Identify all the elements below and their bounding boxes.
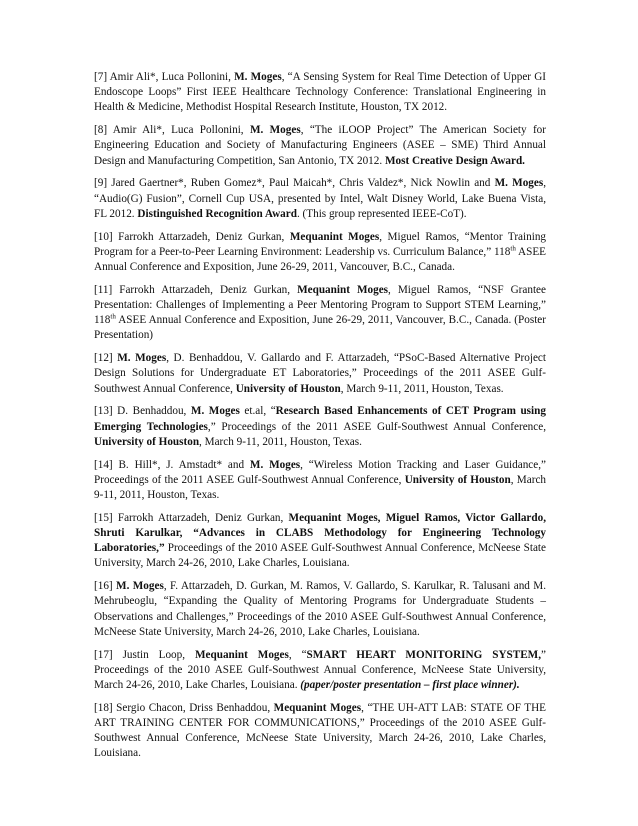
emphasized-text: M. Moges [234,71,282,83]
emphasized-text: Distinguished Recognition Award [137,207,297,220]
reference-13 [94,404,546,450]
reference-text: , Miguel Ramos, “Mentor Training Program for a Peer-to-Peer Learning Environment: Leadership vs. Curriculum Balance,” 118 [94,230,547,258]
reference-text: [17] Justin Loop, [94,648,195,661]
reference-text: Proceedings of the 2010 ASEE Gulf-Southwest Annual Conference, McNeese State University, March 24-26, 2010, Lake Charles, Louisiana. [94,542,546,570]
reference-text: [10] Farrokh Attarzadeh, Deniz Gurkan, [94,230,290,243]
reference-12 [94,351,546,397]
reference-17 [94,648,546,694]
reference-text: [16] [94,580,117,593]
reference-text: [18] Sergio Chacon, Driss Benhaddou, [94,701,274,714]
reference-text: [14] B. Hill*, J. Amstadt* and [94,458,250,471]
reference-text: ,” Proceedings of the 2011 ASEE Gulf-Southwest Annual Conference, [207,420,546,433]
reference-text: [13] D. Benhaddou, [94,405,191,418]
emphasized-text: University of Houston [94,435,200,448]
emphasized-text: , Miguel Ramos, Victor Gallardo, Shruti Karulkar, “Advances in CLABS Methodology for Engineering Technology Laboratories,” [94,511,546,555]
reference-text: ” Proceedings of the 2010 ASEE Gulf-Southwest Annual Conference, McNeese State University, March 24-26, 2010, Lake Charles, Louisiana. [94,648,547,692]
reference-text: ASEE Annual Conference and Exposition, June 26-29, 2011, Vancouver, B.C., Canada. (Poster Presentation) [94,314,546,342]
reference-text: , D. Benhaddou, V. Gallardo and F. Attarzadeh, “PSoC-Based Alternative Project Design Solutions for Undergraduate ET Laboratories,” Proceedings of the 2011 ASEE Gulf-Southwest Annual Conference, [94,352,546,395]
emphasized-text: (paper/poster presentation – first place winner). [300,679,520,692]
emphasized-text: Mequanint Moges [288,511,378,524]
reference-7 [94,70,546,116]
reference-text: ASEE Annual Conference and Exposition, June 26-29, 2011, Vancouver, B.C., Canada. [94,245,546,274]
reference-text: , “THE UH-ATT LAB: STATE OF THE ART TRAINING CENTER FOR COMMUNICATIONS,” Proceedings of the 2010 ASEE Gulf-Southwest Annual Conference, McNeese State University, March 24-26, 2010, Lake Charles, Louisiana. [94,701,546,760]
reference-text: [11] Farrokh Attarzadeh, Deniz Gurkan, [94,283,298,296]
reference-text: , March 9-11, 2011, Houston, Texas. [94,473,547,502]
reference-11 [94,283,546,344]
reference-10 [94,230,546,276]
emphasized-text: University of Houston [404,473,511,486]
reference-text: [15] Farrokh Attarzadeh, Deniz Gurkan, [94,511,289,524]
reference-text: , “A Sensing System for Real Time Detection of Upper GI Endoscope Loops” First IEEE Healthcare Technology Conference: Translational Engineering in Health & Medicine, Methodist Hospital Research Institute, Houston, TX 2012. [94,71,546,114]
reference-text: , March 9-11, 2011, Houston, Texas. [199,435,362,448]
reference-16 [94,579,546,640]
emphasized-text: Mequanint Moges [194,648,289,661]
reference-text: , “Wireless Motion Tracking and Laser Guidance,” Proceedings of the 2011 ASEE Gulf-Southwest Annual Conference, [94,458,546,486]
emphasized-text: University of Houston [235,382,341,395]
emphasized-text: M. Moges [116,580,164,593]
emphasized-text: M. Moges [249,124,301,137]
emphasized-text: M. Moges [249,458,301,471]
reference-text: , March 9-11, 2011, Houston, Texas. [340,382,504,395]
emphasized-text: Mequanint Moges [297,283,389,296]
emphasized-text: SMART HEART MONITORING SYSTEM, [306,648,542,661]
reference-text: , Miguel Ramos, “NSF Grantee Presentation: Challenges of Implementing a Peer Mentoring Program to Support STEM Learning,” 118 [94,283,546,327]
emphasized-text: Mequanint Moges [273,701,362,714]
reference-text: [12] [94,352,118,365]
reference-14 [94,458,546,504]
emphasized-text: Research Based Enhancements of CET Program using Emerging Technologies [94,405,546,433]
reference-9 [94,176,546,222]
reference-text: . (This group represented IEEE-CoT). [296,207,467,220]
reference-18 [94,701,546,762]
ordinal-suffix: th [510,244,516,253]
reference-15 [94,511,546,572]
reference-text: , F. Attarzadeh, D. Gurkan, M. Ramos, V. Gallardo, S. Karulkar, R. Talusani and M. Mehrubeoglu, “Expanding the Quality of Mentoring Programs for Undergraduate Students – Observations and Challenges,” Proceedings of the 2010 ASEE Gulf-Southwest Annual Conference, McNeese State University, March 24-26, 2010, Lake Charles, Louisiana. [94,580,546,638]
emphasized-text: M. Moges [494,177,544,190]
reference-8 [94,123,546,169]
emphasized-text: Most Creative Design Award. [384,154,525,167]
reference-text: , “Audio(G) Fusion”, Cornell Cup USA, presented by Intel, Walt Disney World, Lake Buena Vista, FL 2012. [94,177,546,220]
reference-text: , “ [288,648,307,661]
emphasized-text: M. Moges [117,352,167,365]
reference-text: [8] Amir Ali*, Luca Pollonini, [94,124,250,137]
reference-text: , “The iLOOP Project” The American Society for Engineering Education and Society of Manufacturing Engineers (ASEE – SME) Third Annual Design and Manufacturing Competition, San Antonio, TX 2012. [94,124,546,167]
emphasized-text: M. Moges [190,405,240,418]
reference-text: et.al, “ [239,405,276,418]
ordinal-suffix: th [110,312,116,321]
emphasized-text: Mequanint Moges [289,230,380,243]
reference-text: [7] Amir Ali*, Luca Pollonini, [94,71,235,83]
reference-list [94,70,546,769]
reference-text: [9] Jared Gaertner*, Ruben Gomez*, Paul Maicah*, Chris Valdez*, Nick Nowlin and [94,177,495,190]
